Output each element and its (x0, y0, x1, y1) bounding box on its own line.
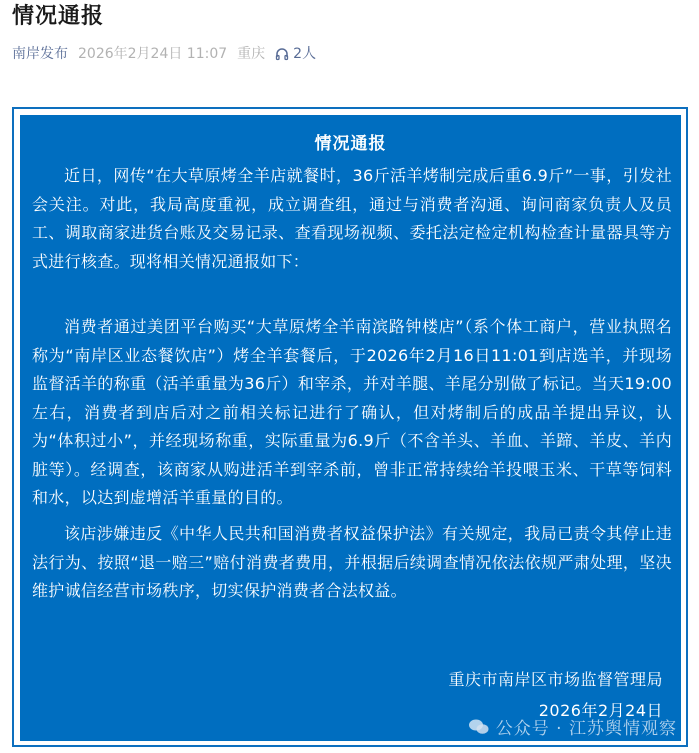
article-meta (12, 44, 316, 64)
article-title: 情况通报 (12, 4, 105, 29)
notice-image (20, 115, 681, 741)
notice-paragraph-2: 消费者通过美团平台购买“大草原烤全羊南滨路钟楼店”（系个体工商户，营业执照名称为“南岸区业态餐饮店”）烤全羊套餐后，于2026年2月16日11:01到店选羊，并现场监督活羊的称重（活羊重量为36斤）和宰杀，并对羊腿、羊尾分别做了标记。当天19:00左右，消费者到店后对之前相关标记进行了确认，但对烤制后的成品羊提出异议，认为“体积过小”，并经现场称重，实际重量为6.9斤（不含羊头、羊血、羊蹄、羊皮、羊内脏等）。经调查，该商家从购进活羊到宰杀前，曾非正常持续给羊投喂玉米、干草等饲料和水，以达到虚增活羊重量的目的。 (32, 317, 672, 507)
signature-org: 重庆市南岸区市场监督管理局 (448, 670, 663, 689)
headphones-icon (275, 47, 289, 61)
listen-button[interactable] (275, 44, 316, 64)
watermark-text: 公众号 · 江苏舆情观察 (495, 719, 677, 739)
wechat-icon (468, 718, 490, 736)
publish-date: 2026年2月24日 11:07 (78, 46, 228, 62)
watermark (468, 714, 677, 739)
publish-location: 重庆 (237, 46, 266, 62)
notice-paragraph-3: 该店涉嫌违反《中华人民共和国消费者权益保护法》有关规定，我局已责令其停止违法行为、按照“退一赔三”赔付消费者费用，并根据后续调查情况依法依规严肃处理，坚决维护诚信经营市场秩序，切实保护消费者合法权益。 (32, 524, 672, 600)
signature-date: 2026年2月24日 (538, 701, 663, 720)
notice-paragraph-1: 近日，网传“在大草原烤全羊店就餐时，36斤活羊烤制完成后重6.9斤”一事，引发社会关注。对此，我局高度重视，成立调查组，通过与消费者沟通、询问商家负责人及员工、调取商家进货台账及交易记录、查看现场视频、委托法定检定机构检查计量器具等方式进行核查。现将相关情况通报如下： (32, 166, 672, 271)
listener-count: 2人 (293, 46, 317, 62)
notice-title: 情况通报 (314, 134, 387, 154)
author-link[interactable]: 南岸发布 (12, 46, 68, 62)
